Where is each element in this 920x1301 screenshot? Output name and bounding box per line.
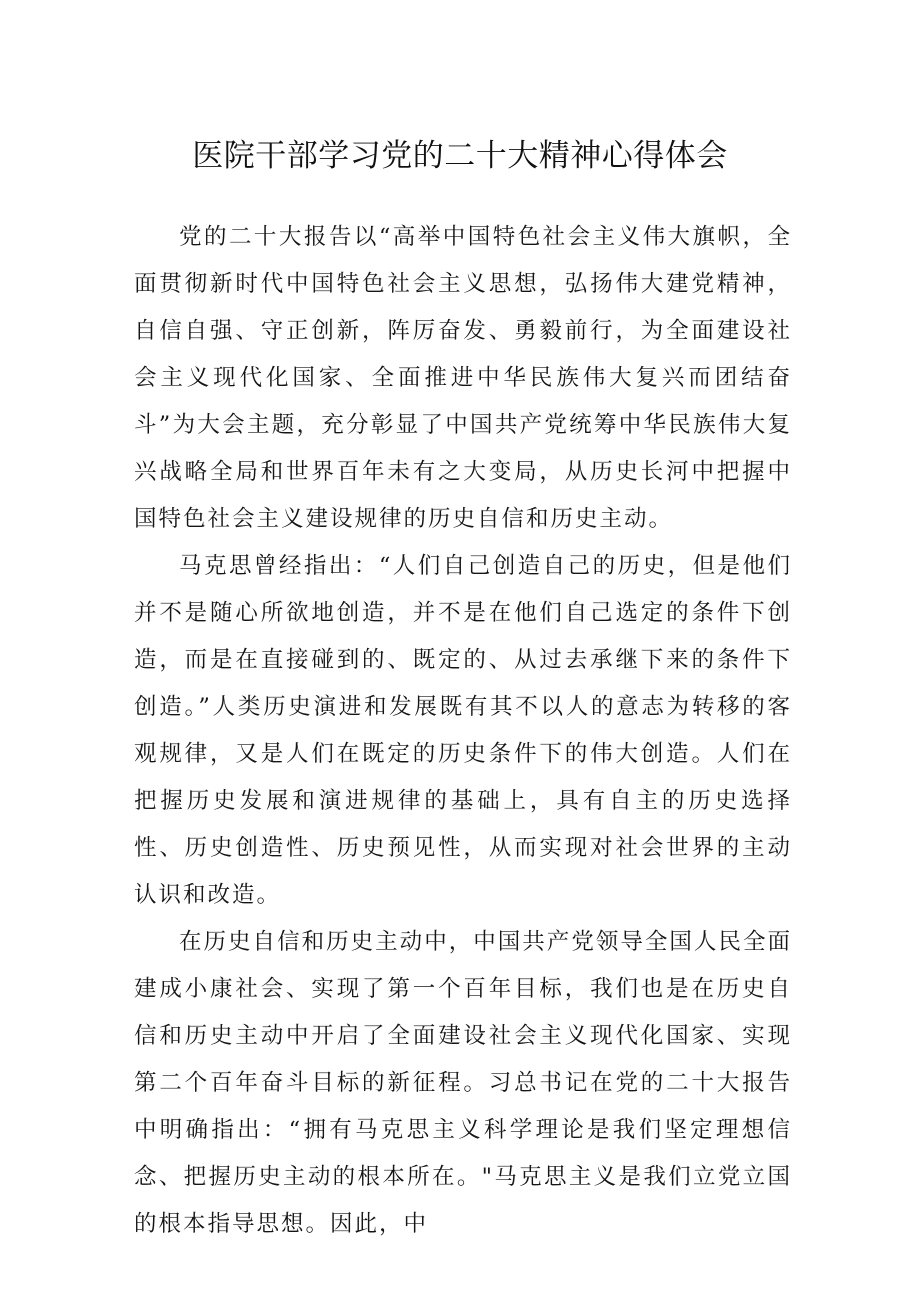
document-title: 医院干部学习党的二十大精神心得体会: [192, 138, 728, 174]
body-paragraph-3: 在历史自信和历史主动中，中国共产党领导全国人民全面建成小康社会、实现了第一个百年目标，我们也是在历史自信和历史主动中开启了全面建设社会主义现代化国家、实现第二个百年奋斗目标的新征程。习总书记在党的二十大报告中明确指出：“拥有马克思主义科学理论是我们坚定理想信念、把握历史主动的根本所在。"马克思主义是我们立党立国的根本指导思想。因此，中: [134, 929, 792, 1237]
body-paragraph-1: 党的二十大报告以“高举中国特色社会主义伟大旗帜，全面贯彻新时代中国特色社会主义思想，弘扬伟大建党精神，自信自强、守正创新，阵厉奋发、勇毅前行，为全面建设社会主义现代化国家、全面推进中华民族伟大复兴而团结奋斗”为大会主题，充分彰显了中国共产党统筹中华民族伟大复兴战略全局和世界百年未有之大变局，从历史长河中把握中国特色社会主义建设规律的历史自信和历史主动。: [134, 224, 792, 532]
document-body: [134, 214, 792, 1248]
body-paragraph-2: 马克思曾经指出：“人们自己创造自己的历史，但是他们并不是随心所欲地创造，并不是在他们自己选定的条件下创造，而是在直接碰到的、既定的、从过去承继下来的条件下创造。”人类历史演进和发展既有其不以人的意志为转移的客观规律，又是人们在既定的历史条件下的伟大创造。人们在把握历史发展和演进规律的基础上，具有自主的历史选择性、历史创造性、历史预见性，从而实现对社会世界的主动认识和改造。: [134, 553, 792, 908]
